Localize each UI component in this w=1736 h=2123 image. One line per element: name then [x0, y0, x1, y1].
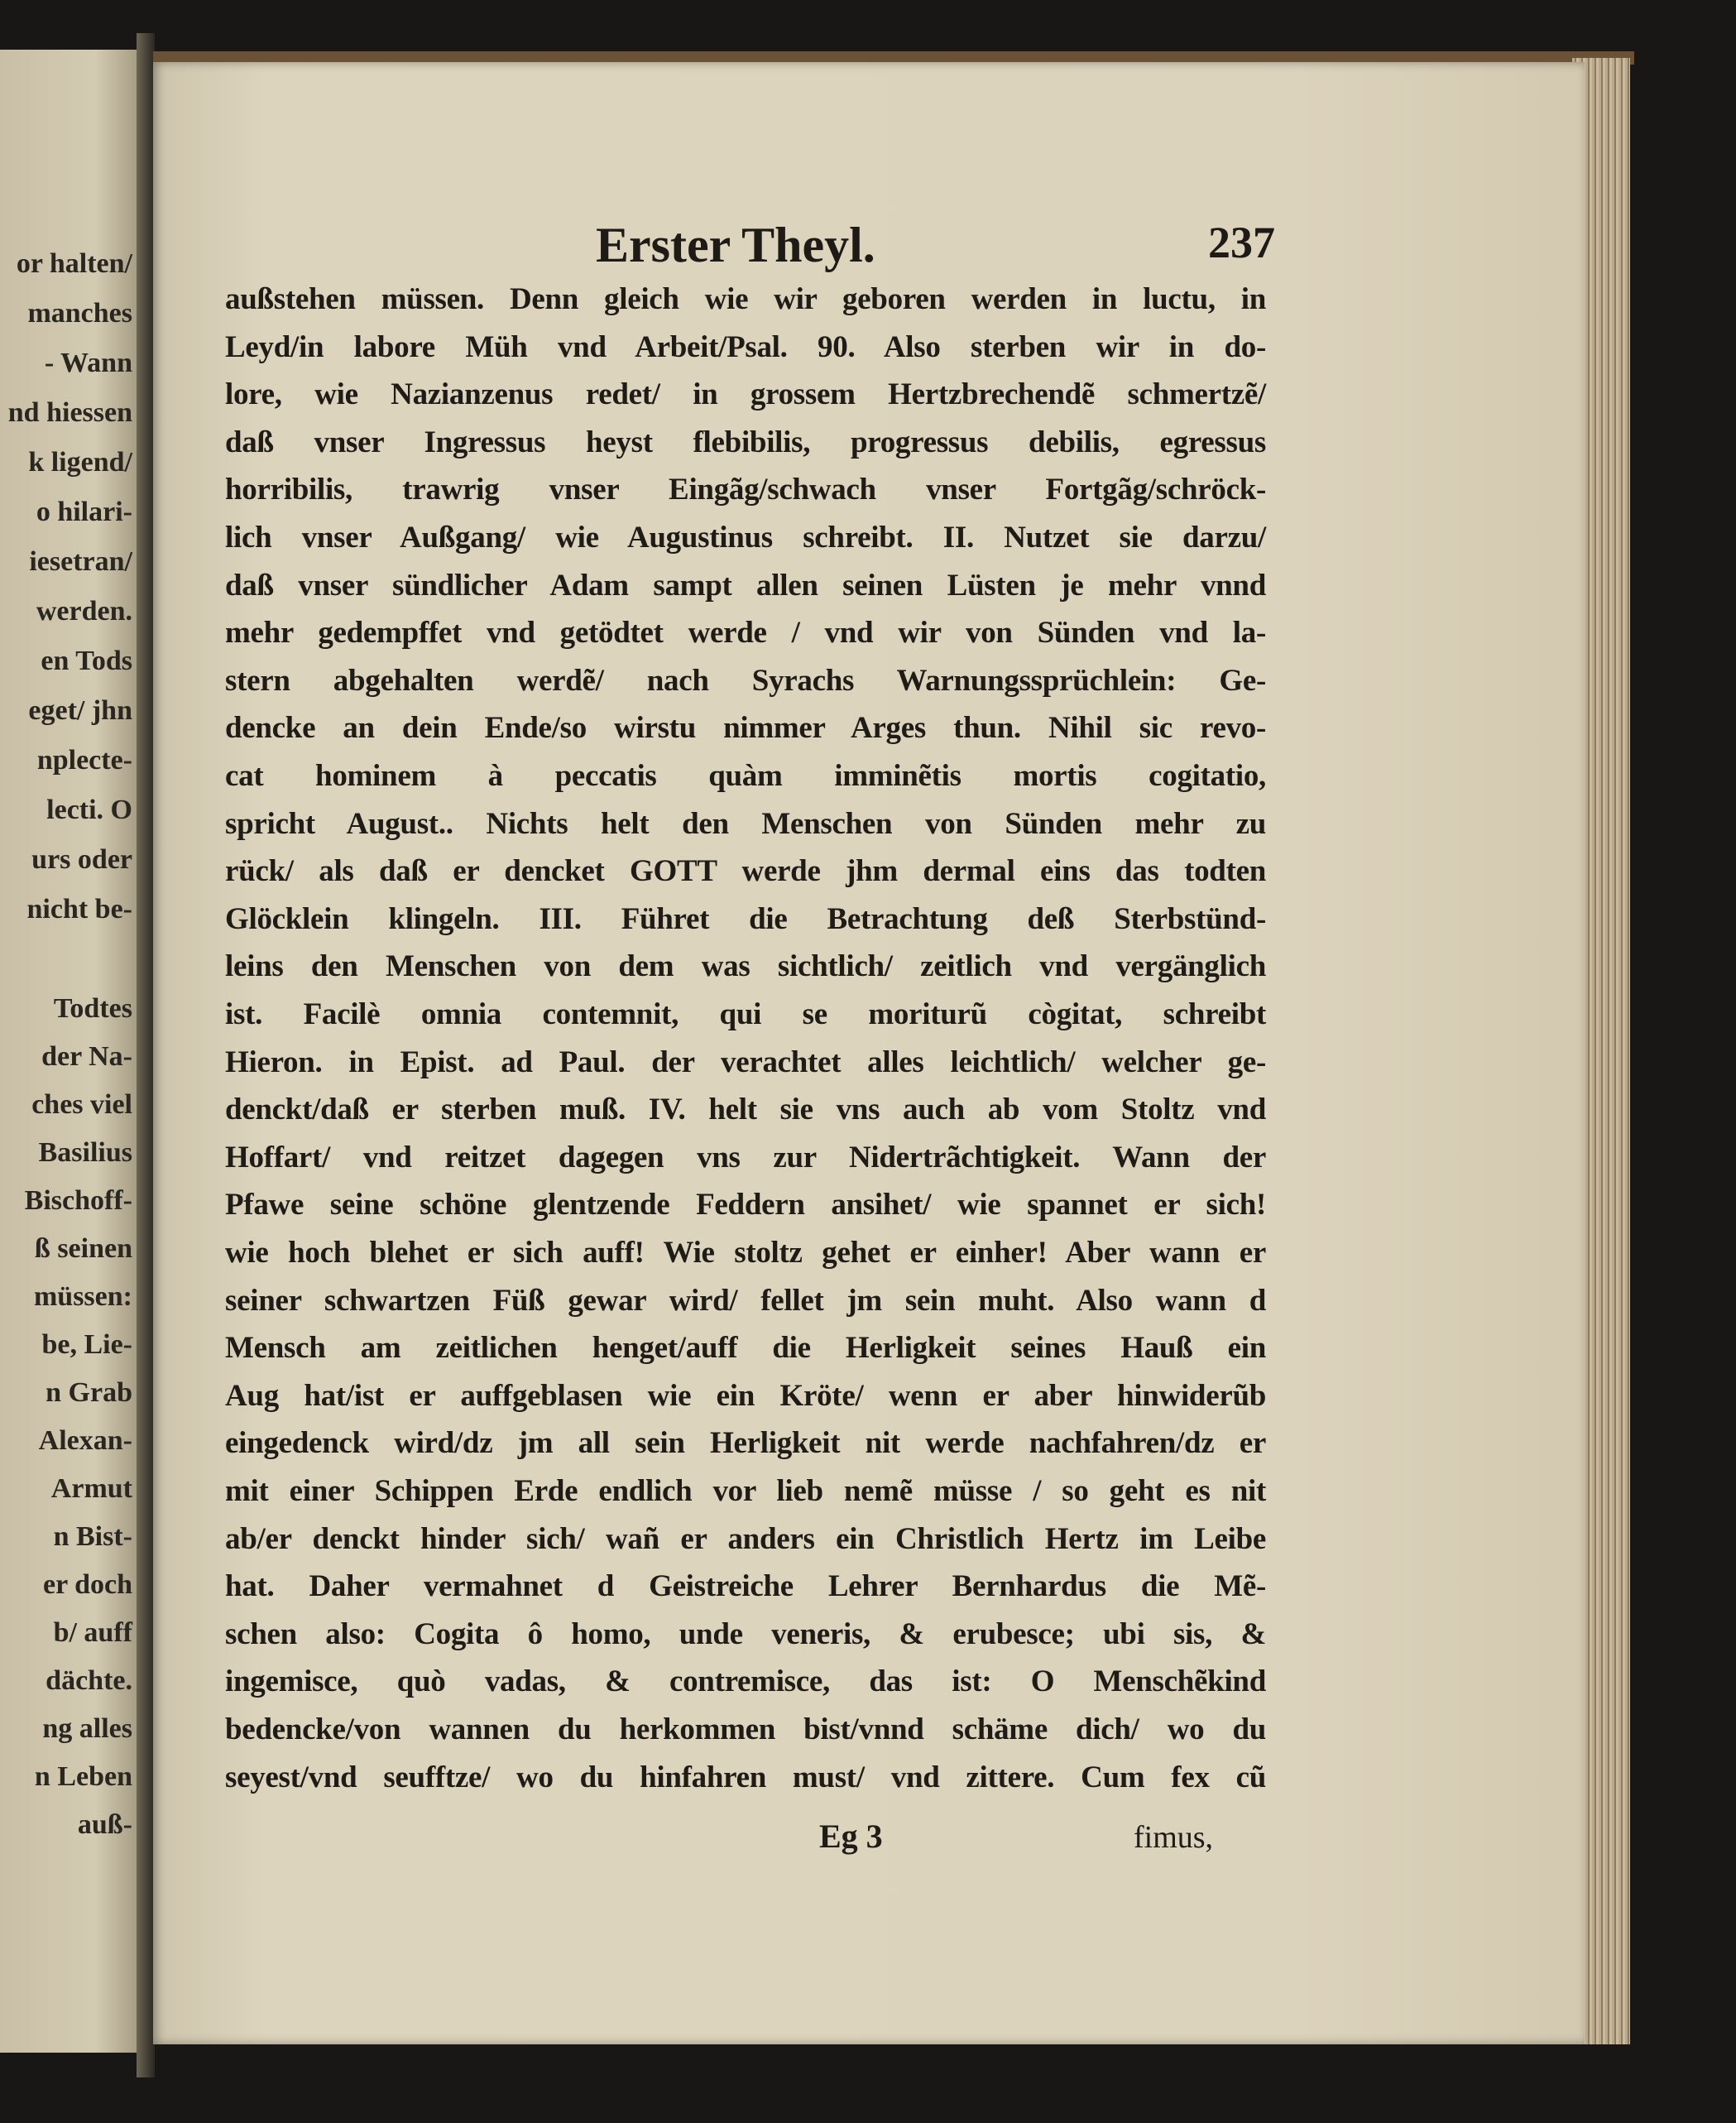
left-page-line: der Na- [41, 1041, 132, 1072]
text-line: mehr gedempffet vnd getödtet werde / vnd wir von Sünden vnd la- [225, 616, 1266, 651]
text-line: lore, wie Nazianzenus redet/ in grossem Hertzbrechendẽ schmertzẽ/ [225, 377, 1266, 412]
text-line: dencke an dein Ende/so wirstu nimmer Arges thun. Nihil sic revo- [225, 711, 1266, 746]
text-line: schen also: Cogita ô homo, unde veneris, & erubesce; ubi sis, & [225, 1616, 1266, 1651]
left-page-line: Alexan- [38, 1425, 132, 1456]
left-page-line: Bischoff- [24, 1185, 132, 1216]
left-page-line: n Grab [46, 1377, 132, 1408]
left-page-line: ches viel [31, 1089, 132, 1120]
text-line: Hieron. in Epist. ad Paul. der verachtet alles leichtlich/ welcher ge- [225, 1045, 1266, 1079]
left-page-line: iesetran/ [29, 546, 132, 577]
text-line: Hoffart/ vnd reitzet dagegen vns zur Nidertrãchtigkeit. Wann der [225, 1140, 1266, 1174]
left-page-line: dächte. [46, 1665, 132, 1696]
left-page-line: müssen: [33, 1281, 132, 1312]
text-line: außstehen müssen. Denn gleich wie wir geboren werden in luctu, in [225, 282, 1266, 316]
text-line: daß vnser sündlicher Adam sampt allen seinen Lüsten je mehr vnnd [225, 568, 1266, 603]
text-line: seiner schwartzen Füß gewar wird/ fellet jm sein muht. Also wann d [225, 1283, 1266, 1318]
text-line: horribilis, trawrig vnser Eingãg/schwach vnser Fortgãg/schröck- [225, 473, 1266, 507]
text-line: Pfawe seine schöne glentzende Feddern ansihet/ wie spannet er sich! [225, 1188, 1266, 1222]
left-page-line: lecti. O [46, 795, 132, 825]
left-page-line: ß seinen [34, 1233, 132, 1264]
text-line: cat hominem à peccatis quàm imminẽtis mortis cogitatio, [225, 759, 1266, 793]
left-page-line: Basilius [38, 1137, 132, 1168]
left-page-line: nicht be- [26, 894, 132, 925]
left-page-line: k ligend/ [28, 447, 132, 478]
left-page-line: nplecte- [36, 745, 132, 776]
text-line: rück/ als daß er dencket GOTT werde jhm dermal eins das todten [225, 854, 1266, 889]
text-line: Mensch am zeitlichen henget/auff die Herligkeit seines Hauß ein [225, 1331, 1266, 1366]
left-page-line: eget/ jhn [28, 695, 132, 726]
left-page-line: n Bist- [53, 1521, 132, 1552]
text-line: Leyd/in labore Müh vnd Arbeit/Psal. 90. Also sterben wir in do- [225, 329, 1266, 364]
left-page-line: en Tods [41, 646, 132, 676]
left-page-line: er doch [43, 1569, 132, 1600]
text-line: mit einer Schippen Erde endlich vor lieb nemẽ müsse / so geht es nit [225, 1474, 1266, 1508]
left-page-line: Todtes [53, 993, 132, 1024]
text-line: leins den Menschen von dem was sichtlich/ zeitlich vnd vergänglich [225, 949, 1266, 984]
left-page-line: auß- [77, 1809, 132, 1840]
left-page-line: or halten/ [16, 248, 132, 279]
text-line: hat. Daher vermahnet d Geistreiche Lehrer Bernhardus die Mẽ- [225, 1569, 1266, 1604]
text-line: stern abgehalten werdẽ/ nach Syrachs Warnungssprüchlein: Ge- [225, 663, 1266, 698]
text-line: eingedenck wird/dz jm all sein Herligkeit nit werde nachfahren/dz er [225, 1426, 1266, 1461]
text-line: ab/er denckt hinder sich/ wañ er anders ein Christlich Hertz im Leibe [225, 1521, 1266, 1556]
left-page-line: ng alles [42, 1713, 132, 1744]
text-line: ist. Facilè omnia contemnit, qui se moriturũ cògitat, schreibt [225, 997, 1266, 1031]
text-line: denckt/daß er sterben muß. IV. helt sie vns auch ab vom Stoltz vnd [225, 1093, 1266, 1127]
left-page-line: o hilari- [36, 497, 132, 527]
text-line: ingemisce, quò vadas, & contremisce, das ist: O Menschẽkind [225, 1664, 1266, 1699]
text-line: wie hoch blehet er sich auff! Wie stoltz gehet er einher! Aber wann er [225, 1236, 1266, 1270]
left-page-line: n Leben [34, 1761, 132, 1792]
signature-mark: Eg 3 [819, 1818, 883, 1855]
left-page-line: b/ auff [53, 1617, 132, 1648]
text-line: bedencke/von wannen du herkommen bist/vnnd schäme dich/ wo du [225, 1712, 1266, 1746]
left-page-line: manches [27, 298, 132, 329]
catchword: fimus, [1134, 1820, 1214, 1855]
text-line: spricht August.. Nichts helt den Menschen von Sünden mehr zu [225, 806, 1266, 841]
left-page-line: werden. [36, 596, 132, 627]
page-number: 237 [1208, 218, 1275, 267]
text-line: Aug hat/ist er auffgeblasen wie ein Kröte/ wenn er aber hinwiderũb [225, 1378, 1266, 1413]
text-line: seyest/vnd seufftze/ wo du hinfahren must/ vnd zittere. Cum fex cũ [225, 1760, 1266, 1794]
left-page-line: Armut [50, 1473, 132, 1504]
left-page-line: nd hiessen [7, 397, 132, 428]
text-line: Glöcklein klingeln. III. Führet die Betrachtung deß Sterbstünd- [225, 901, 1266, 936]
left-page-line: be, Lie- [41, 1329, 132, 1360]
left-page-line: - Wann [44, 348, 132, 378]
text-line: daß vnser Ingressus heyst flebibilis, progressus debilis, egressus [225, 425, 1266, 459]
running-header: Erster Theyl. [596, 218, 875, 272]
text-line: lich vnser Außgang/ wie Augustinus schreibt. II. Nutzet sie darzu/ [225, 521, 1266, 555]
left-page-line: urs oder [31, 844, 132, 875]
